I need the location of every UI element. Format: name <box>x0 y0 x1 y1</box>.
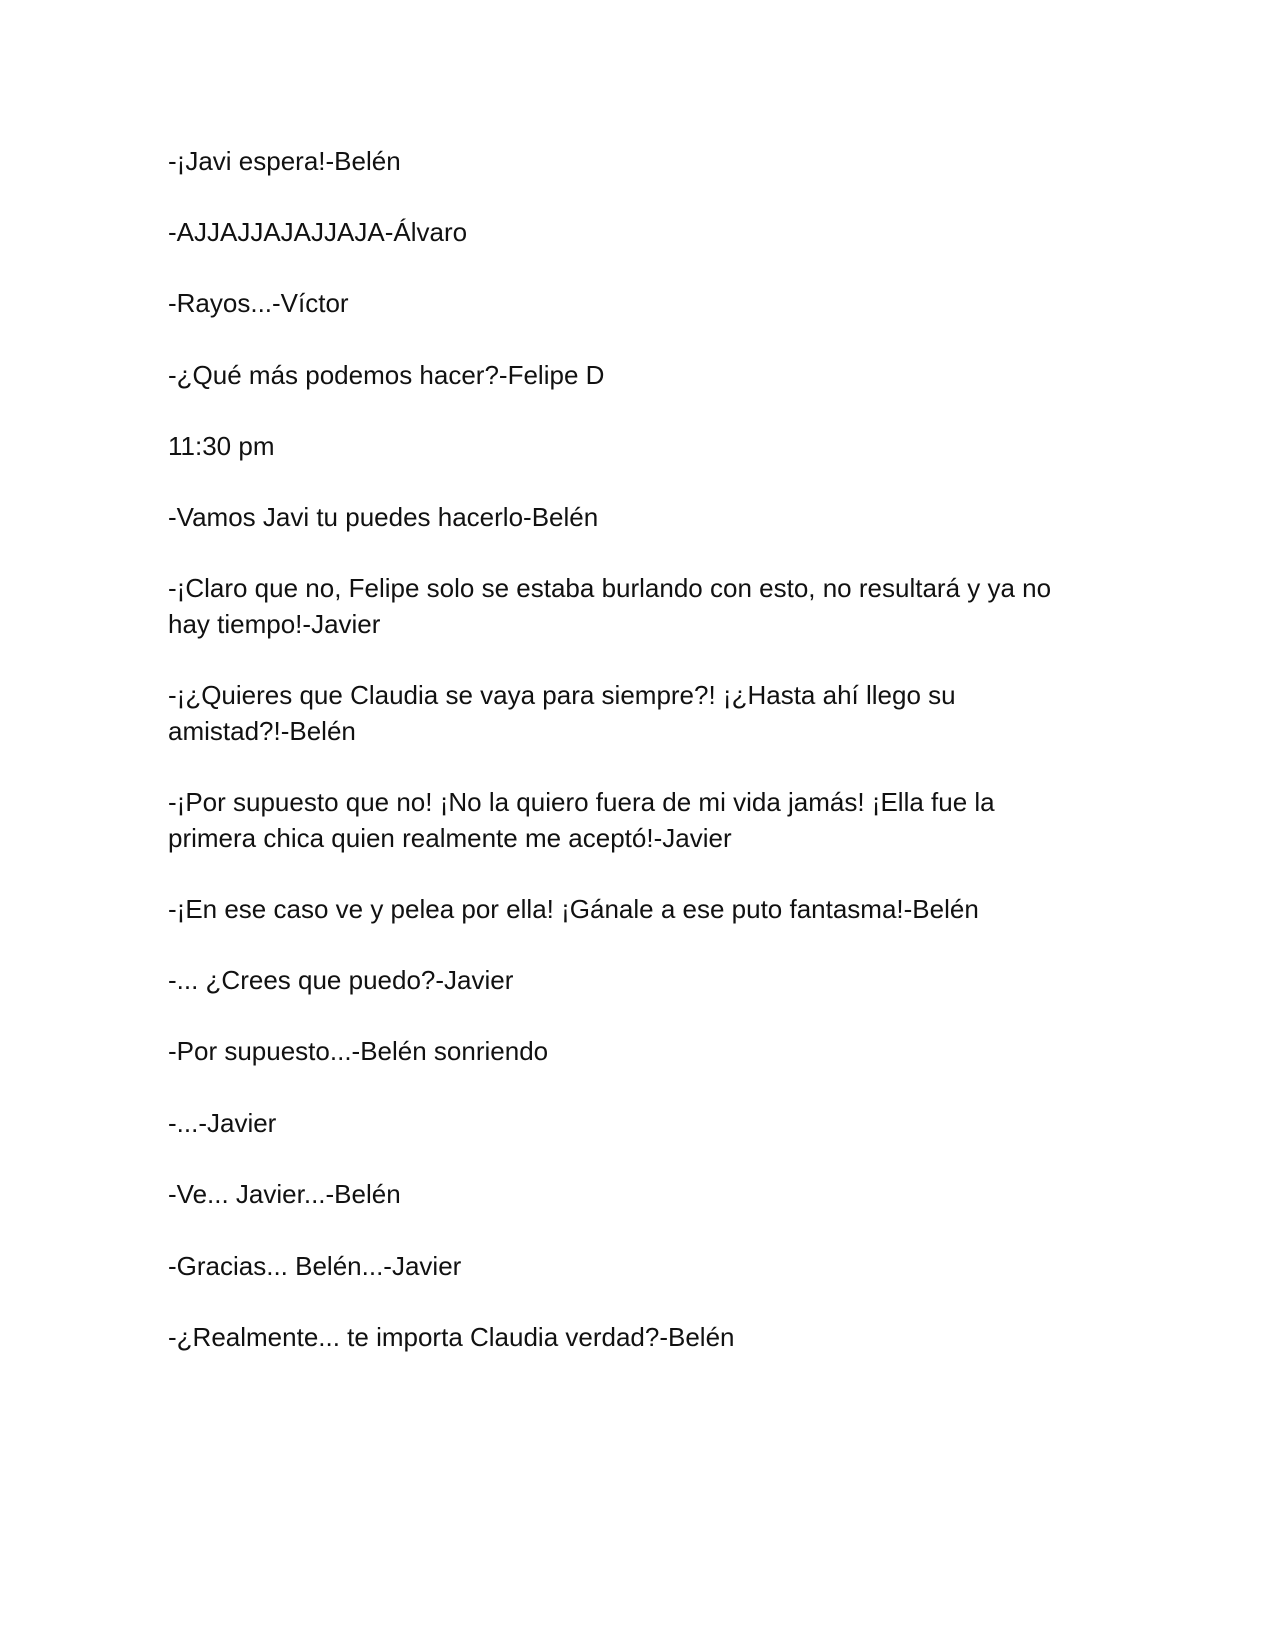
dialogue-line: -...-Javier <box>168 1108 277 1138</box>
dialogue-line: -Gracias... Belén...-Javier <box>168 1251 462 1281</box>
dialogue-line: -Rayos...-Víctor <box>168 288 349 318</box>
dialogue-line: -¡En ese caso ve y pelea por ella! ¡Gánale a ese puto fantasma!-Belén <box>168 894 979 924</box>
dialogue-line: -¿Qué más podemos hacer?-Felipe D <box>168 360 605 390</box>
dialogue-line: -Ve... Javier...-Belén <box>168 1179 401 1209</box>
dialogue-line: -¡Javi espera!-Belén <box>168 146 401 176</box>
dialogue-line: -¡¿Quieres que Claudia se vaya para siempre?! ¡¿Hasta ahí llego su amistad?!-Belén <box>168 680 956 746</box>
dialogue-line: -... ¿Crees que puedo?-Javier <box>168 965 514 995</box>
dialogue-line: -AJJAJJAJAJJAJA-Álvaro <box>168 217 468 247</box>
time-marker: 11:30 pm <box>168 431 275 461</box>
dialogue-line: -¿Realmente... te importa Claudia verdad?-Belén <box>168 1322 735 1352</box>
dialogue-line: -Vamos Javi tu puedes hacerlo-Belén <box>168 502 599 532</box>
dialogue-line: -¡Por supuesto que no! ¡No la quiero fuera de mi vida jamás! ¡Ella fue la primera chica quien realmente me aceptó!-Javier <box>168 787 995 853</box>
dialogue-line: -¡Claro que no, Felipe solo se estaba burlando con esto, no resultará y ya no hay tiempo!-Javier <box>168 573 1052 639</box>
dialogue-line: -Por supuesto...-Belén sonriendo <box>168 1036 549 1066</box>
